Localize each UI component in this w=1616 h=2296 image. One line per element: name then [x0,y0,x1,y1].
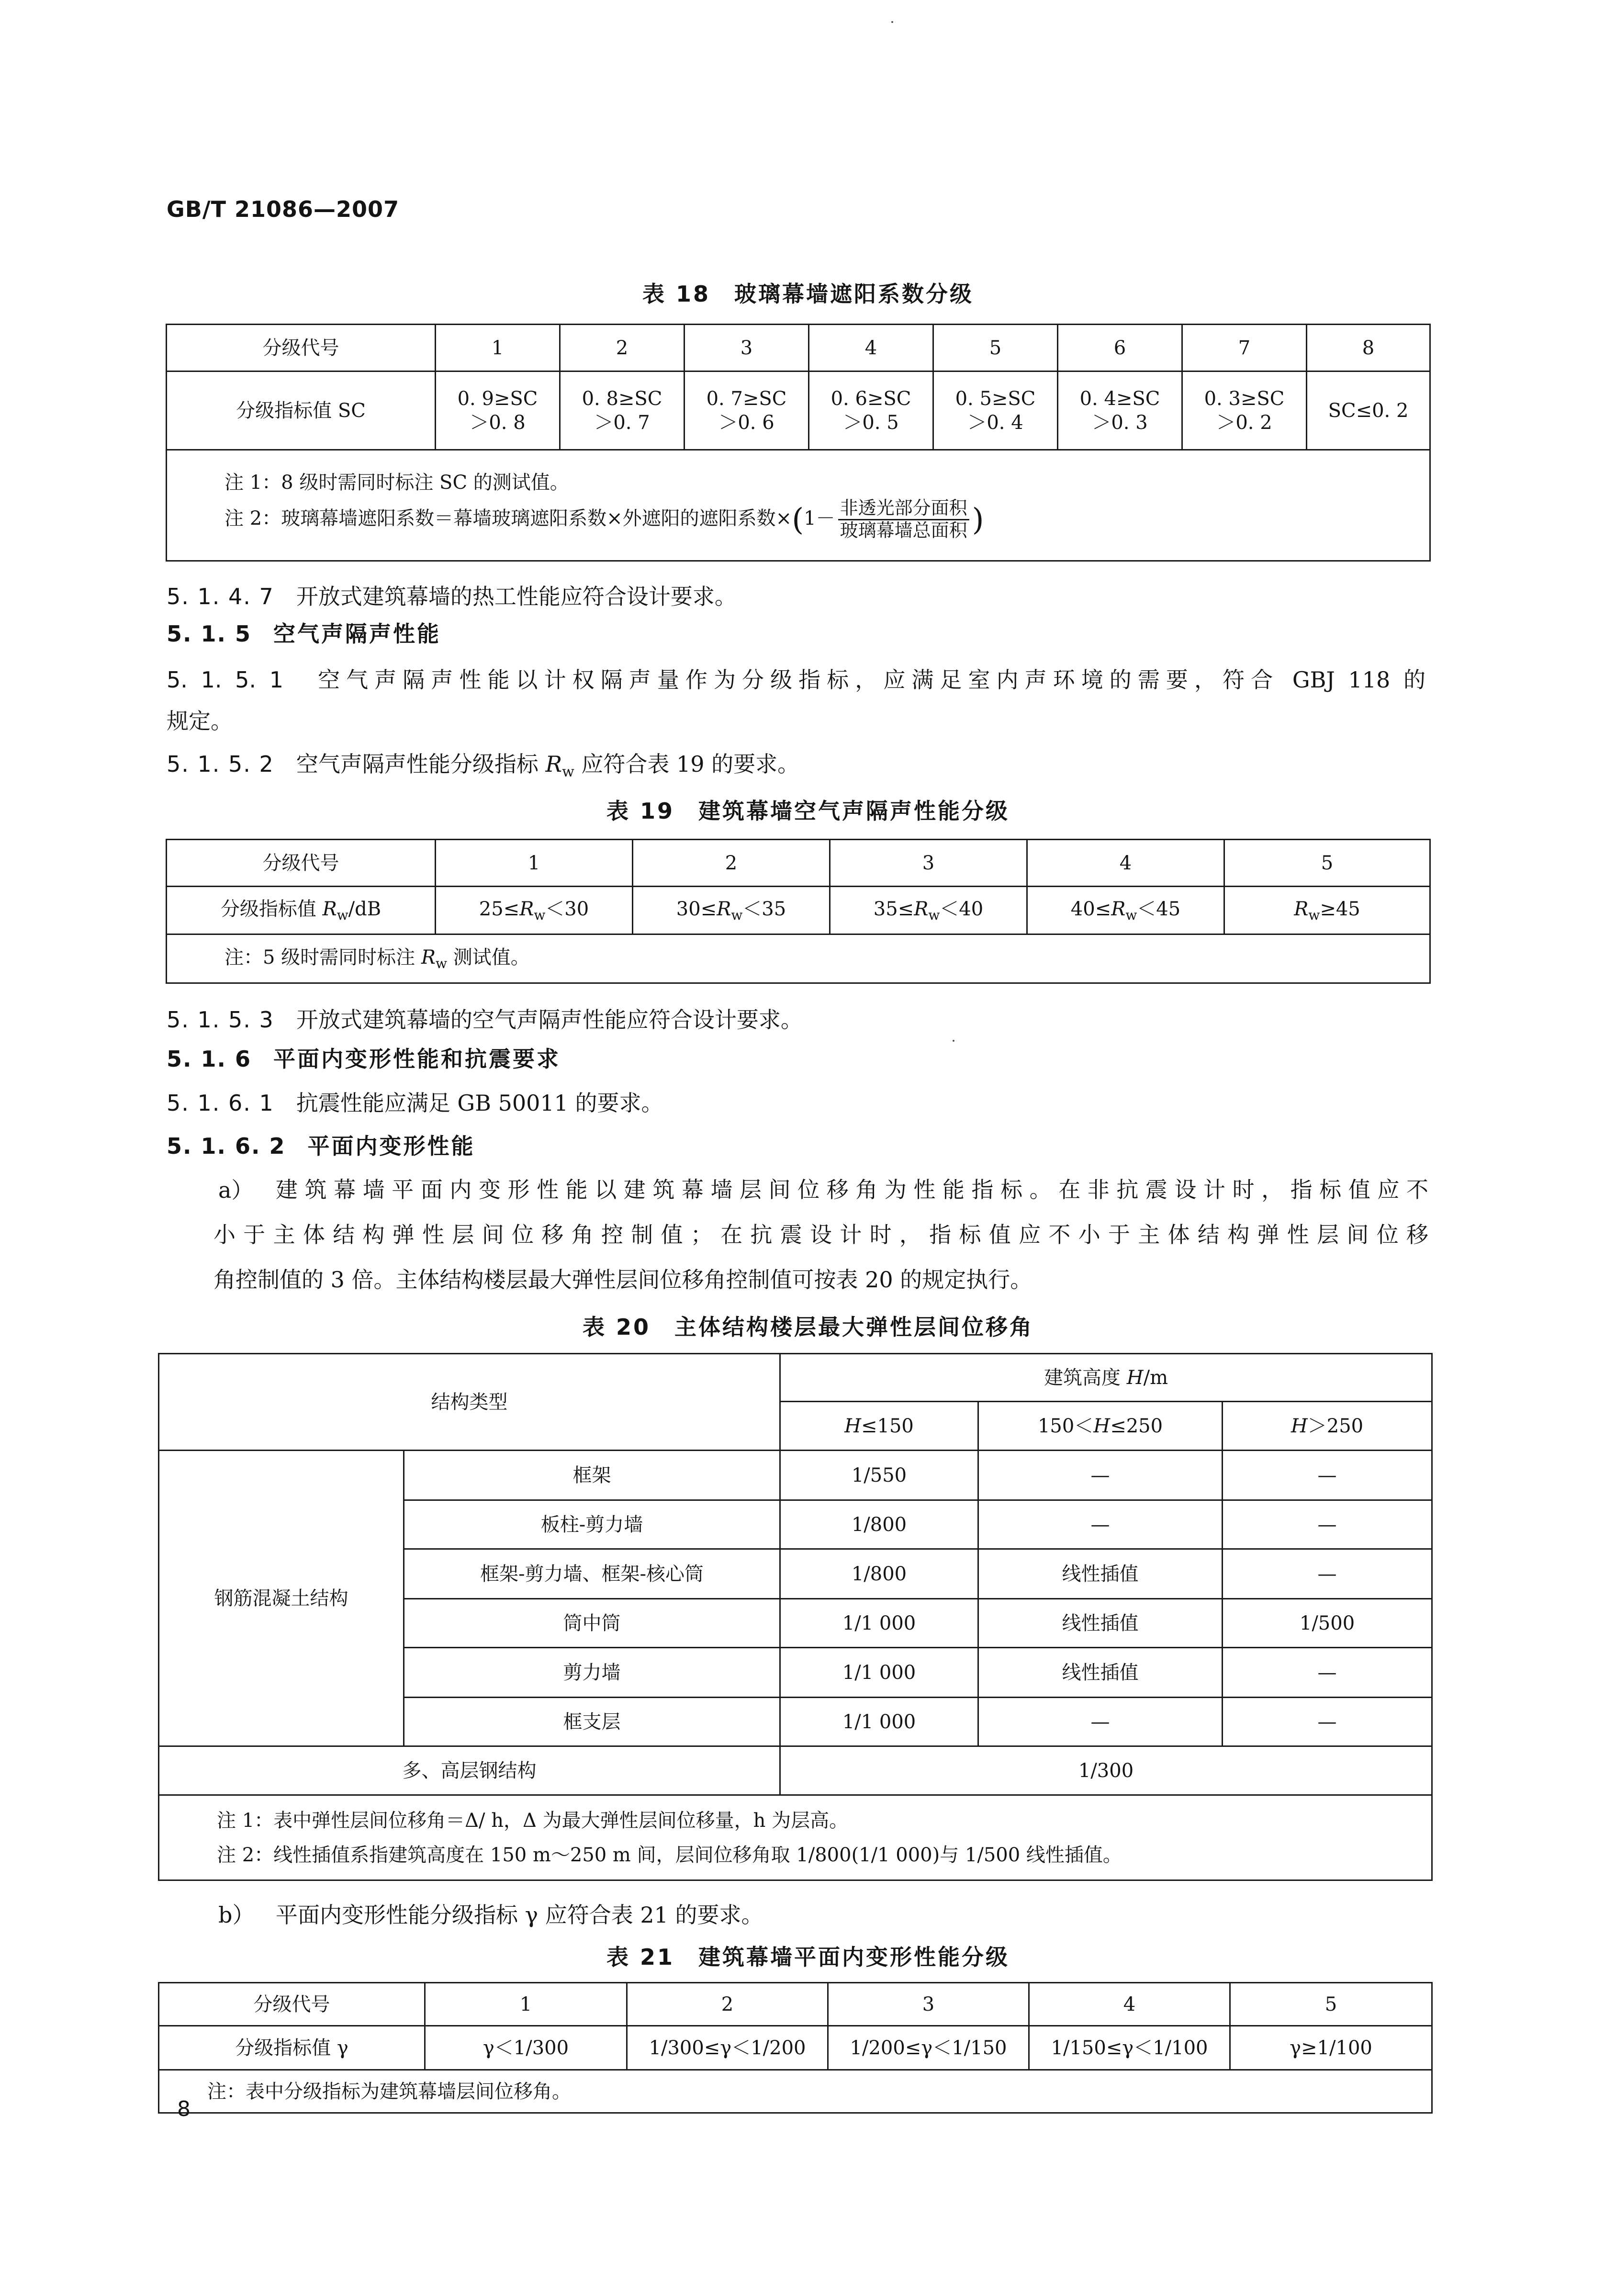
table20-notes [159,1795,1432,1880]
section-5162-heading: 5. 1. 6. 2 平面内变形性能 [167,1133,475,1159]
table18-value: 0. 3≥SC ＞0. 2 [1182,371,1307,450]
table18-value: 0. 6≥SC ＞0. 5 [809,371,933,450]
table20-row-name: 筒中筒 [404,1599,780,1648]
table18-code: 7 [1182,325,1307,371]
table20-cell: — [978,1698,1223,1746]
table18-value-label: 分级指标值 SC [167,371,436,450]
table18-code: 8 [1307,325,1430,371]
table20-cell: 1/1 000 [780,1698,978,1746]
table20-row-name: 板柱-剪力墙 [404,1500,780,1549]
item-b-text: 平面内变形性能分级指标 γ 应符合表 21 的要求。 [276,1902,763,1928]
table18-value: 0. 4≥SC ＞0. 3 [1058,371,1182,450]
table18-caption: 表 18 玻璃幕墙遮阳系数分级 [642,281,974,307]
table21 [158,1982,1433,2114]
table21-value-label: 分级指标值 γ [159,2026,425,2070]
table18-code: 5 [933,325,1058,371]
table20-cell: 1/800 [780,1549,978,1599]
table18-code: 1 [436,325,560,371]
table20-height-col: H≤150 [780,1402,978,1451]
para-5161: 5. 1. 6. 1 抗震性能应满足 GB 50011 的要求。 [167,1090,663,1116]
table18-note1: 注 1：8 级时需同时标注 SC 的测试值。 [224,471,569,494]
table20-height-col: 150＜H≤250 [978,1402,1223,1451]
table20-cell: 1/1 000 [780,1648,978,1698]
table19-code: 2 [633,840,830,887]
table18-value: 0. 9≥SC ＞0. 8 [436,371,560,450]
table21-value: γ＜1/300 [425,2026,627,2070]
table20-caption: 表 20 主体结构楼层最大弹性层间位移角 [582,1314,1034,1340]
scan-speck [891,21,893,23]
item-a-line3: 角控制值的 3 倍。主体结构楼层最大弹性层间位移角控制值可按表 20 的规定执行。 [213,1267,1032,1293]
table21-note: 注：表中分级指标为建筑幕墙层间位移角。 [159,2070,1432,2113]
table20-cell: — [978,1500,1223,1549]
para-5151-line1: 5. 1. 5. 1 空气声隔声性能以计权隔声量作为分级指标，应满足室内声环境的需要，符合 GBJ 118 的 [167,667,1425,693]
para-5153: 5. 1. 5. 3 开放式建筑幕墙的空气声隔声性能应符合设计要求。 [167,1007,803,1033]
table19-value: $40\le R_w<45$ [1027,887,1224,934]
item-a-line2: 小于主体结构弹性层间位移角控制值；在抗震设计时，指标值应不小于主体结构弹性层间位移 [213,1222,1428,1248]
table18-fraction: $\frac{\text{非透光部分面积}}{\text{玻璃幕墙总面积}}$ [838,498,969,541]
table19-code: 4 [1027,840,1224,887]
table20-row-name: 框支层 [404,1698,780,1746]
table20-cell: — [1223,1549,1432,1599]
table21-code: 5 [1230,1983,1432,2026]
table18-value: SC≤0. 2 [1307,371,1430,450]
table18 [166,324,1431,562]
table20-cell: 线性插值 [978,1549,1223,1599]
table21-code: 3 [828,1983,1029,2026]
table20-note1: 注 1：表中弹性层间位移角＝Δ/ h，Δ 为最大弹性层间位移量，h 为层高。 [217,1809,849,1832]
table20-cell: — [1223,1648,1432,1698]
table19-value-label: 分级指标值 $R_w/dB$ [167,887,436,934]
standard-code-header: GB/T 21086—2007 [167,196,400,222]
table19-value: $25\le R_w<30$ [436,887,633,934]
table18-code: 6 [1058,325,1182,371]
table20-steel-value: 1/300 [780,1746,1432,1795]
table19-caption: 表 19 建筑幕墙空气声隔声性能分级 [606,798,1010,824]
table19-code: 3 [830,840,1027,887]
section-515-heading: 5. 1. 5 空气声隔声性能 [167,621,441,647]
table18-value: 0. 8≥SC ＞0. 7 [560,371,685,450]
table20-cell: 1/500 [1223,1599,1432,1648]
table19-value: $30\le R_w<35$ [633,887,830,934]
table20-note2: 注 2：线性插值系指建筑高度在 150 m～250 m 间，层间位移角取 1/800(1/1 000)与 1/500 线性插值。 [217,1844,1122,1866]
table20-cell: 1/1 000 [780,1599,978,1648]
table20-row-name: 框架 [404,1451,780,1500]
table20-cell: 1/800 [780,1500,978,1549]
page-number: 8 [177,2097,191,2121]
table20-head-structure-type: 结构类型 [159,1354,780,1451]
table21-value: 1/200≤γ＜1/150 [828,2026,1029,2070]
table20-cell: — [1223,1451,1432,1500]
table20-cell: 线性插值 [978,1648,1223,1698]
table21-header-label: 分级代号 [159,1983,425,2026]
table20-head-height: 建筑高度 H/m [780,1354,1432,1402]
table21-value: 1/300≤γ＜1/200 [627,2026,828,2070]
table20-cell: — [1223,1698,1432,1746]
table20-group-rc: 钢筋混凝土结构 [159,1451,404,1746]
table20-row-name: 剪力墙 [404,1648,780,1698]
table20-height-col: H＞250 [1223,1402,1432,1451]
table21-caption: 表 21 建筑幕墙平面内变形性能分级 [606,1944,1010,1970]
table19-header-label: 分级代号 [167,840,436,887]
table21-value: γ≥1/100 [1230,2026,1432,2070]
para-5147: 5. 1. 4. 7 开放式建筑幕墙的热工性能应符合设计要求。 [167,584,737,609]
table20-cell: 1/550 [780,1451,978,1500]
table18-code: 3 [685,325,809,371]
table21-code: 1 [425,1983,627,2026]
table18-code: 2 [560,325,685,371]
table19-value: $R_w\ge 45$ [1224,887,1430,934]
scan-speck [953,1040,954,1042]
table19-code: 5 [1224,840,1430,887]
table20 [158,1353,1433,1881]
para-5152: 5. 1. 5. 2 空气声隔声性能分级指标 $R_w$ 应符合表 19 的要求。 [167,751,800,781]
item-a-line1: 建筑幕墙平面内变形性能以建筑幕墙层间位移角为性能指标。在非抗震设计时，指标值应不 [276,1177,1428,1203]
table20-row-name: 框架-剪力墙、框架-核心筒 [404,1549,780,1599]
table20-steel-label: 多、高层钢结构 [159,1746,780,1795]
table19-note: 注：5 级时需同时标注 $R_w$ 测试值。 [167,934,1430,983]
table19-value: $35\le R_w<40$ [830,887,1027,934]
table18-header-label: 分级代号 [167,325,436,371]
table18-note2: 注 2：玻璃幕墙遮阳系数＝幕墙玻璃遮阳系数×外遮阳的遮阳系数×(1－ $\frac{\text{非透光部分面积}}{\text{玻璃幕墙总面积}}$ ) [224,497,984,541]
table19-code: 1 [436,840,633,887]
table18-notes [167,450,1430,561]
table19 [166,839,1431,984]
para-5151-line2: 规定。 [167,708,233,734]
table20-cell: — [1223,1500,1432,1549]
table18-value: 0. 5≥SC ＞0. 4 [933,371,1058,450]
table21-code: 4 [1029,1983,1230,2026]
table18-code: 4 [809,325,933,371]
item-a-mark: a） [218,1177,254,1203]
section-516-heading: 5. 1. 6 平面内变形性能和抗震要求 [167,1046,561,1072]
table21-value: 1/150≤γ＜1/100 [1029,2026,1230,2070]
table20-cell: 线性插值 [978,1599,1223,1648]
table21-code: 2 [627,1983,828,2026]
item-b-mark: b） [218,1902,255,1928]
table18-value: 0. 7≥SC ＞0. 6 [685,371,809,450]
table20-cell: — [978,1451,1223,1500]
